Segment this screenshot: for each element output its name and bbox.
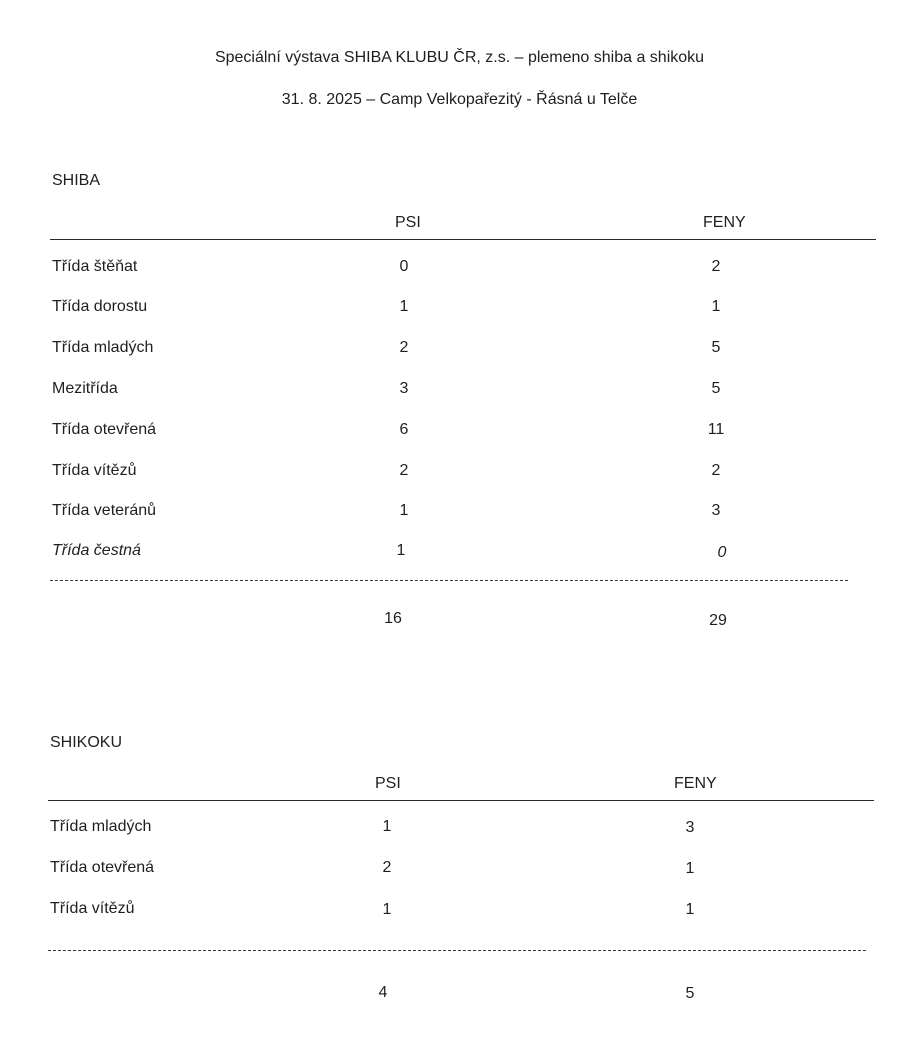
feny-count: 2: [711, 258, 721, 275]
psi-count: 1: [399, 298, 409, 315]
feny-count: 3: [711, 502, 721, 519]
psi-count: 1: [382, 818, 392, 835]
row-label: Třída veteránů: [52, 502, 157, 519]
shikoku-col-feny: FENY: [674, 775, 717, 792]
feny-count: 1: [685, 901, 695, 918]
feny-count: 0: [717, 544, 727, 561]
psi-count: 0: [399, 258, 409, 275]
shiba-total-feny: 29: [709, 612, 727, 629]
row-label: Třída mladých: [52, 339, 154, 356]
feny-count: 2: [711, 462, 721, 479]
shikoku-total-rule: [48, 950, 866, 951]
psi-count: 2: [399, 339, 409, 356]
feny-count: 3: [685, 819, 695, 836]
row-label: Třída čestná: [52, 542, 141, 559]
shiba-col-psi: PSI: [395, 214, 421, 231]
shikoku-total-psi: 4: [378, 984, 388, 1001]
feny-count: 11: [707, 421, 725, 438]
psi-count: 6: [399, 421, 409, 438]
document-title: Speciální výstava SHIBA KLUBU ČR, z.s. – plemeno shiba a shikoku: [214, 49, 705, 66]
shikoku-total-feny: 5: [685, 985, 695, 1002]
shikoku-section-title: SHIKOKU: [50, 734, 123, 751]
psi-count: 1: [396, 542, 406, 559]
shiba-total-rule: [50, 580, 848, 581]
row-label: Třída štěňat: [52, 258, 138, 275]
shikoku-col-psi: PSI: [375, 775, 401, 792]
feny-count: 5: [711, 339, 721, 356]
psi-count: 3: [399, 380, 409, 397]
psi-count: 2: [399, 462, 409, 479]
shiba-col-feny: FENY: [703, 214, 746, 231]
feny-count: 5: [711, 380, 721, 397]
row-label: Třída vítězů: [52, 462, 137, 479]
row-label: Třída otevřená: [50, 859, 155, 876]
row-label: Třída mladých: [50, 818, 152, 835]
document-subtitle: 31. 8. 2025 – Camp Velkopařezitý - Řásná u Telče: [281, 91, 638, 108]
shikoku-header-rule: [48, 800, 874, 801]
shiba-header-rule: [50, 239, 876, 240]
feny-count: 1: [711, 298, 721, 315]
psi-count: 1: [399, 502, 409, 519]
row-label: Třída vítězů: [50, 900, 135, 917]
row-label: Třída dorostu: [52, 298, 148, 315]
psi-count: 2: [382, 859, 392, 876]
shiba-total-psi: 16: [384, 610, 402, 627]
row-label: Třída otevřená: [52, 421, 157, 438]
psi-count: 1: [382, 901, 392, 918]
feny-count: 1: [685, 860, 695, 877]
row-label: Mezitřída: [52, 380, 118, 397]
shiba-section-title: SHIBA: [52, 172, 101, 189]
